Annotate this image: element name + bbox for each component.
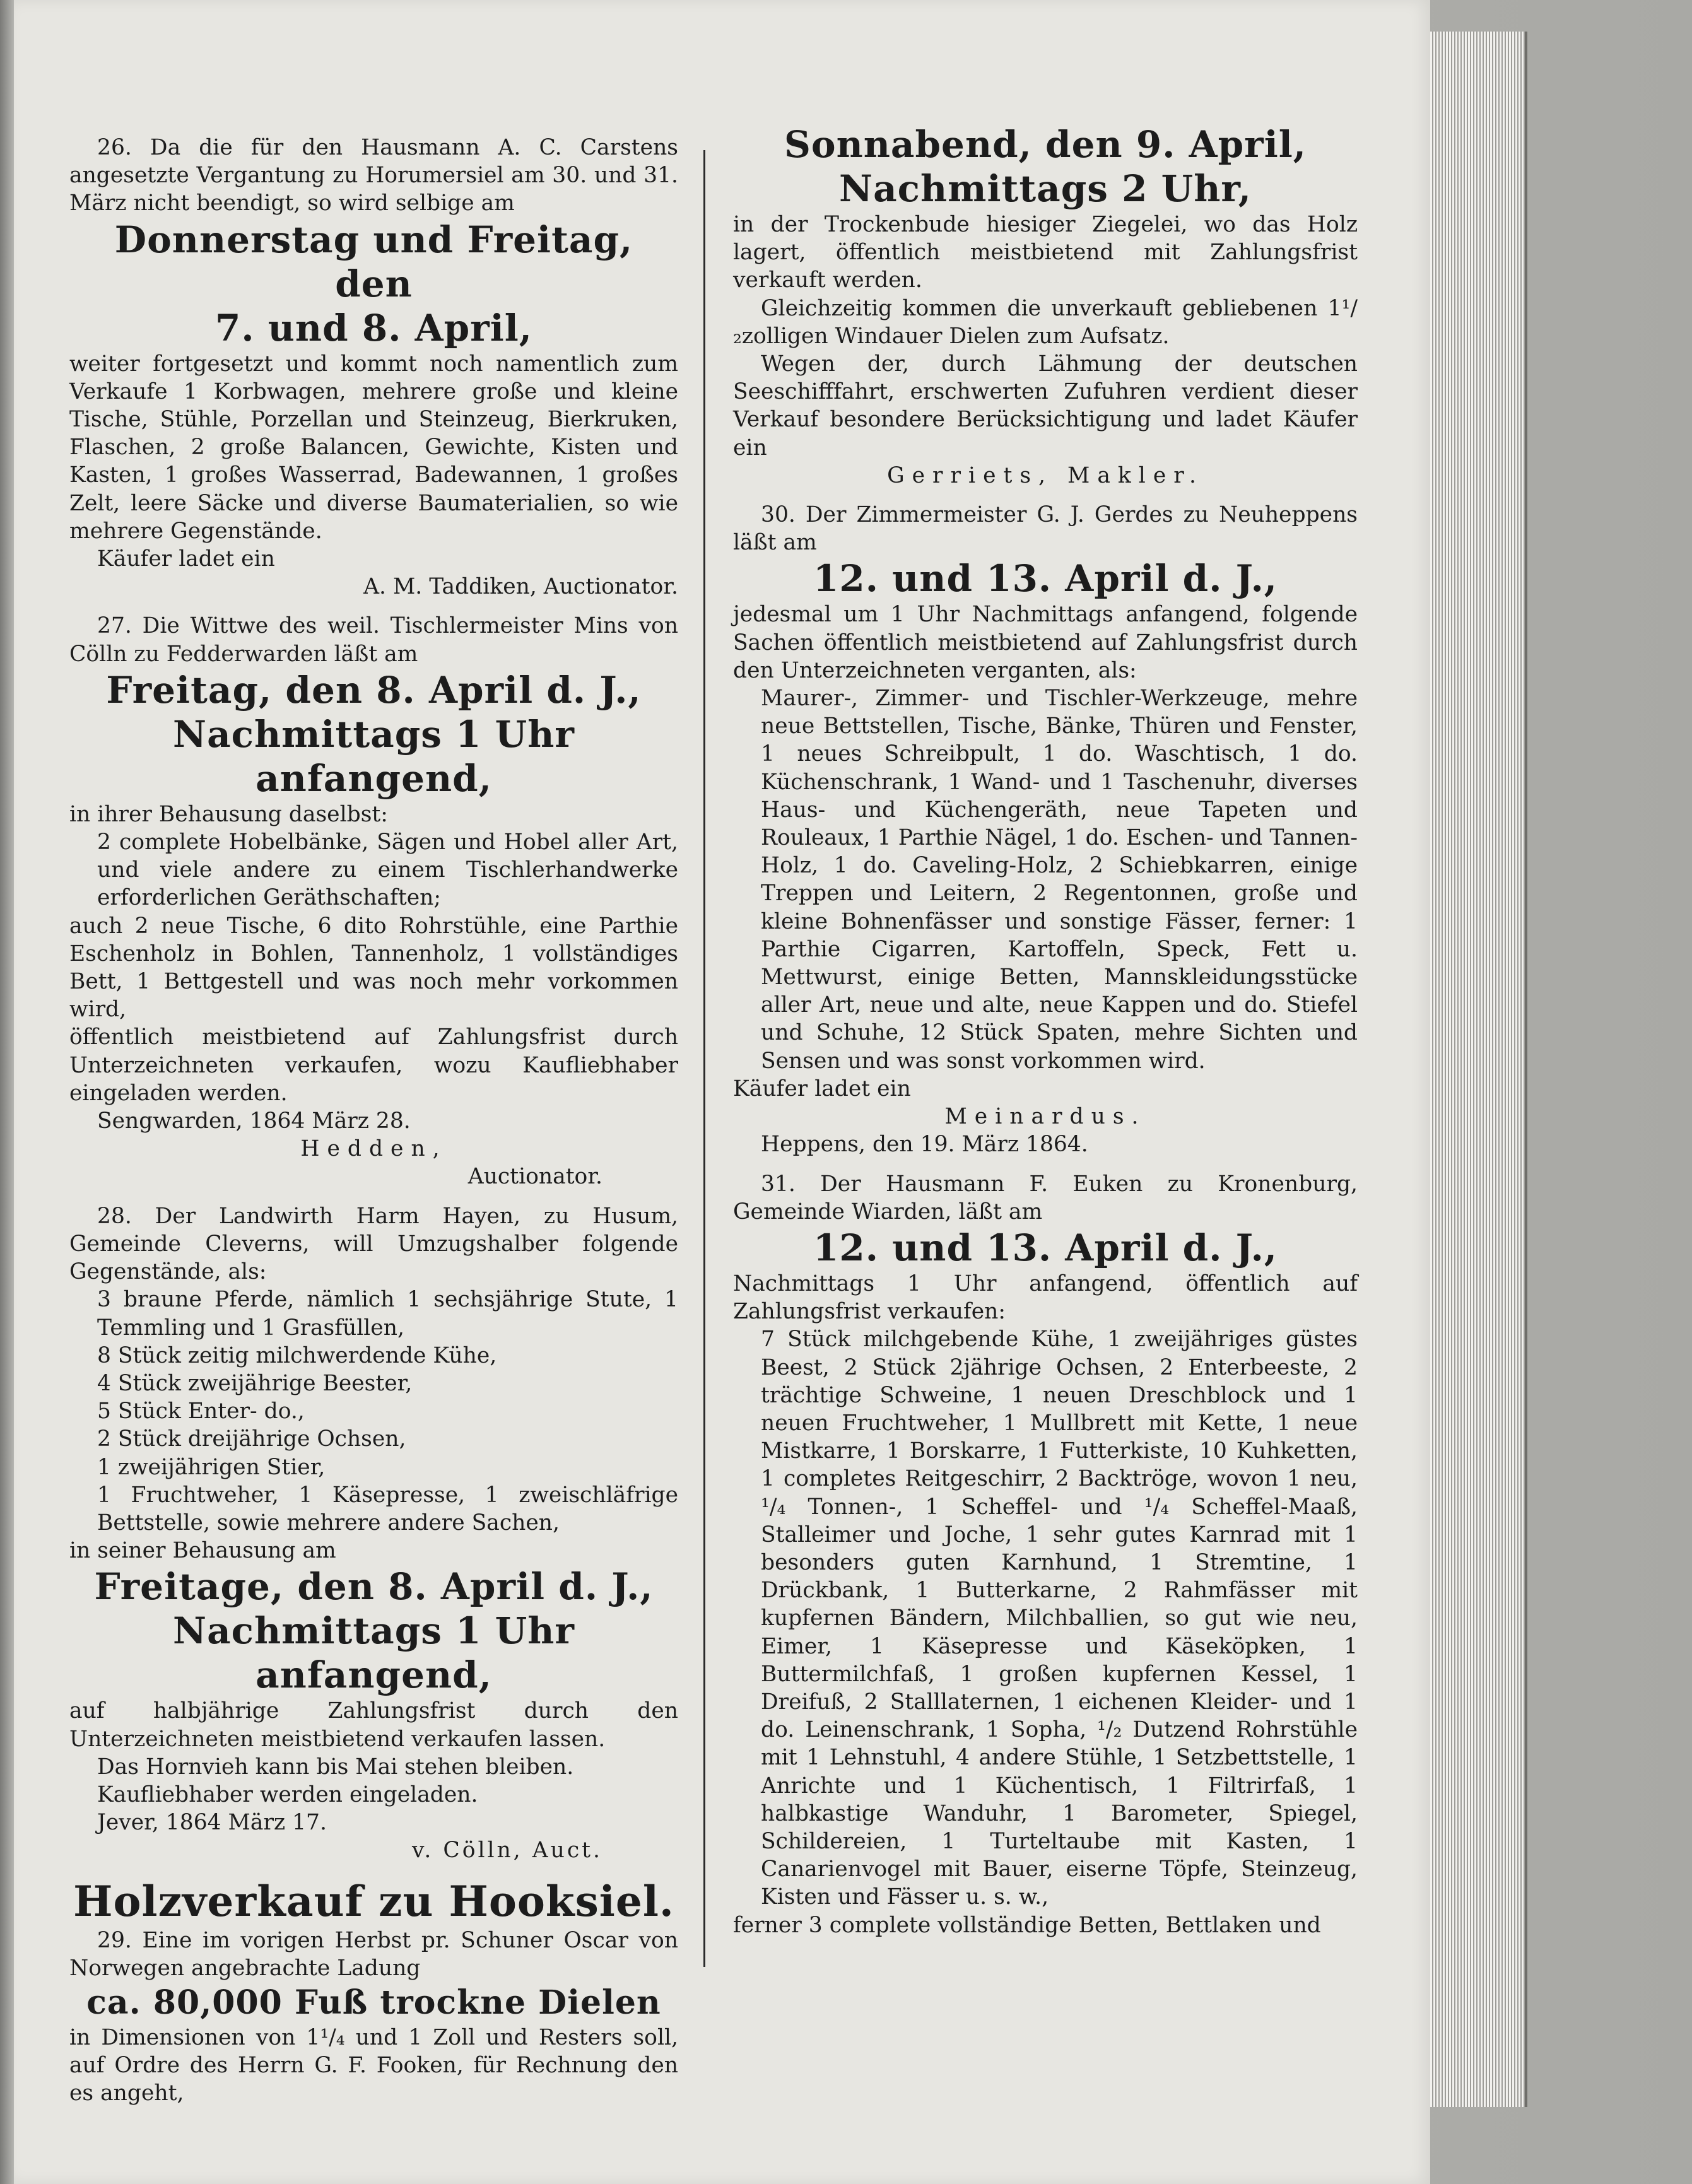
facing-page-edge [0, 0, 14, 2184]
ad-30-items: Maurer-, Zimmer- und Tischler-Werkzeuge, mehre neue Bettstellen, Tische, Bänke, Thüren und Fenster, 1 neues Schreibpult, 1 do. Waschtisch, 1 do. Küchenschrank, 1 Wand- und 1 Taschenuhr, diverses Haus- und Küchengeräth, neue Tapeten und Rouleaux, 1 Parthie Nägel, 1 do. Eschen- und Tannen-Holz, 1 do. Caveling-Holz, 2 Schiebkarren, einige Treppen und Leitern, 2 Regentonnen, große und kleine Bohnenfässer und sonstige Fässer, ferner: 1 Parthie Cigarren, Kartoffeln, Speck, Fett u. Mettwurst, einige Betten, Mannskleidungsstücke aller Art, neue und alte, neue Kappen und do. Stiefel und Schuhe, 12 Stück Spaten, mehre Sichten und Sensen und was sonst vorkommen wird. [761, 686, 1358, 1074]
ad-27-date-line2: Nachmittags 1 Uhr anfangend, [173, 712, 575, 800]
ad-31-body: Nachmittags 1 Uhr anfangend, öffentlich auf Zahlungsfrist verkaufen: [733, 1271, 1358, 1325]
ad-30-buyers: Käufer ladet ein [733, 1076, 911, 1101]
ad-27-place: in ihrer Behausung daselbst: [69, 801, 388, 827]
ad-27-date-line1: Freitag, den 8. April d. J., [106, 668, 642, 712]
ad-26-buyers: Käufer ladet ein [97, 546, 275, 572]
ad-26-body: weiter fortgesetzt und kommt noch namentlich zum Verkaufe 1 Korbwagen, mehrere große und kleine Tische, Stühle, Porzellan und Steinzeug, Bierkruken, Flaschen, 2 große Balancen, Gewichte, Kisten und Kasten, 1 großes Wasserrad, Badewannen, 1 großes Zelt, leere Säcke und diverse Baumaterialien, so wie mehrere Gegenstände. [69, 351, 678, 544]
ad-31-date-line: 12. und 13. April d. J., [813, 1226, 1278, 1269]
ad-29-goods: ca. 80,000 Fuß trockne Dielen [86, 1983, 661, 2022]
ad-27-body: öffentlich meistbietend auf Zahlungsfrist durch Unterzeichneten verkaufen, wozu Kaufliebhaber eingeladen werden. [69, 1024, 678, 1106]
ad-26 [69, 134, 678, 601]
ad-28-note: Das Hornvieh kann bis Mai stehen bleiben. [97, 1754, 574, 1780]
ad-29-body: in Dimensionen von 1¹/₄ und 1 Zoll und Resters soll, auf Ordre des Herrn G. F. Fooken, für Rechnung den es angeht, [69, 2024, 678, 2106]
column-divider [703, 150, 705, 1967]
ad-26-signature: A. M. Taddiken, Auctionator. [363, 574, 678, 600]
ad-28-item: 2 Stück dreijährige Ochsen, [97, 1426, 406, 1452]
left-column [69, 134, 678, 2108]
right-column [733, 122, 1358, 1939]
ad-28-item: 4 Stück zweijährige Beester, [97, 1370, 413, 1396]
ad-27-place-date: Sengwarden, 1864 März 28. [97, 1108, 411, 1134]
ad-29-cont-body: in der Trockenbude hiesiger Ziegelei, wo das Holz lagert, öffentlich meistbietend mit Zahlungsfrist verkauft werden. [733, 212, 1358, 293]
ad-28-place-date: Jever, 1864 März 17. [97, 1810, 327, 1836]
page-stack-edge [1430, 32, 1527, 2107]
ad-28-intro: 28. Der Landwirth Harm Hayen, zu Husum, Gemeinde Cleverns, will Umzugshalber folgende Gegenstände, als: [69, 1203, 678, 1285]
ad-28-item: 1 Fruchtweher, 1 Käsepresse, 1 zweischläfrige Bettstelle, sowie mehrere andere Sachen, [97, 1482, 678, 1535]
ad-30-date-line: 12. und 13. April d. J., [813, 557, 1278, 601]
ad-29-cont-p2: Gleichzeitig kommen die unverkauft gebliebenen 1¹/₂zolligen Windauer Dielen zum Aufsatz. [733, 295, 1358, 349]
ad-29 [69, 1876, 678, 2108]
ad-31-items: 7 Stück milchgebende Kühe, 1 zweijähriges güstes Beest, 2 Stück 2jährige Ochsen, 2 Enterbeeste, 2 trächtige Schweine, 1 neuen Dreschblock und 1 neuen Fruchtweher, 1 Mullbrett mit Kette, 1 neue Mistkarre, 1 Borskarre, 1 Futterkiste, 10 Kuhketten, 1 completes Reitgeschirr, 2 Backtröge, wovon 1 neu, ¹/₄ Tonnen-, 1 Scheffel- und ¹/₄ Scheffel-Maaß, Stalleimer und Joche, 1 sehr gutes Karnrad mit 1 besonders guten Karnhund, 1 Stremtine, 1 Drückbank, 1 Butterkarne, 2 Rahmfässer mit kupfernen Bändern, Milchballien, so gut wie neu, Eimer, 1 Käsepresse und Käseköpken, 1 Buttermilchfaß, 1 großen kupfernen Kessel, 1 Dreifuß, 2 Stalllaternen, 1 eichenen Kleider- und 1 do. Leinenschrank, 1 Sopha, ¹/₂ Dutzend Rohrstühle mit 1 Lehnstuhl, 4 andere Stühle, 1 Setzbettstelle, 1 Anrichte und 1 Küchentisch, 1 Filtrirfaß, 1 halbkastige Wanduhr, 1 Barometer, Spiegel, Schildereien, 1 Turteltaube mit Kasten, 1 Canarienvogel mit Bauer, eiserne Töpfe, Steinzeug, Kisten und Fässer u. s. w., [761, 1327, 1358, 1910]
ad-27-signature-title: Auctionator. [467, 1164, 602, 1190]
ad-30-place-date: Heppens, den 19. März 1864. [761, 1132, 1088, 1158]
ad-27-signature-name: Hedden, [300, 1136, 447, 1162]
ad-28-item: 3 braune Pferde, nämlich 1 sechsjährige Stute, 1 Temmling und 1 Grasfüllen, [97, 1287, 678, 1341]
ad-31-last: ferner 3 complete vollständige Betten, Bettlaken und [733, 1912, 1321, 1938]
ad-29-date-line2: Nachmittags 2 Uhr, [839, 167, 1252, 210]
ad-31-intro: 31. Der Hausmann F. Euken zu Kronenburg, Gemeinde Wiarden, läßt am [733, 1171, 1358, 1224]
ad-29-date-line1: Sonnabend, den 9. April, [784, 123, 1307, 166]
ad-30-signature: Meinardus. [944, 1104, 1146, 1130]
ad-28-body: auf halbjährige Zahlungsfrist durch den Unterzeichneten meistbietend verkaufen lassen. [69, 1698, 678, 1752]
ad-27 [69, 612, 678, 1190]
ad-30-intro: 30. Der Zimmermeister G. J. Gerdes zu Neuheppens läßt am [733, 502, 1358, 556]
ad-30 [733, 501, 1358, 1158]
ad-27-items2: auch 2 neue Tische, 6 dito Rohrstühle, eine Parthie Eschenholz in Bohlen, Tannenholz, 1 vollständiges Bett, 1 Bettgestell und was noch mehr vorkommen wird, [69, 913, 678, 1023]
ad-28-invite: Kaufliebhaber werden eingeladen. [97, 1782, 478, 1807]
ad-27-intro: 27. Die Wittwe des weil. Tischlermeister Mins von Cölln zu Fedderwarden läßt am [69, 613, 678, 667]
ad-29-cont-p3: Wegen der, durch Lähmung der deutschen Seeschifffahrt, erschwerten Zufuhren verdient dieser Verkauf besondere Berücksichtigung und ladet Käufer ein [733, 351, 1358, 461]
ad-28 [69, 1202, 678, 1865]
ad-28-item: 1 zweijährigen Stier, [97, 1454, 326, 1480]
ad-26-date-line1: Donnerstag und Freitag, den [114, 218, 633, 305]
ad-28-place: in seiner Behausung am [69, 1538, 336, 1564]
ad-29-cont-signature: Gerriets, Makler. [887, 462, 1204, 488]
page-content [14, 0, 1440, 2184]
ad-29-continued [733, 122, 1358, 490]
ad-28-signature: v. Cölln, Auct. [411, 1838, 602, 1864]
ad-28-date-line1: Freitage, den 8. April d. J., [94, 1565, 654, 1609]
ad-30-body: jedesmal um 1 Uhr Nachmittags anfangend, folgende Sachen öffentlich meistbietend auf Zahlungsfrist durch den Unterzeichneten verganten, als: [733, 602, 1358, 683]
ad-26-date-line2: 7. und 8. April, [215, 306, 532, 349]
ad-27-items1: 2 complete Hobelbänke, Sägen und Hobel aller Art, und viele andere zu einem Tischlerhandwerke erforderlichen Geräthschaften; [97, 830, 678, 911]
ad-29-heading: Holzverkauf zu Hooksiel. [73, 1876, 674, 1926]
ad-28-date-line2: Nachmittags 1 Uhr anfangend, [173, 1609, 575, 1697]
ad-31 [733, 1170, 1358, 1939]
ad-26-intro: 26. Da die für den Hausmann A. C. Carstens angesetzte Vergantung zu Horumersiel am 30. und 31. März nicht beendigt, so wird selbige am [69, 135, 678, 216]
ad-28-item: 8 Stück zeitig milchwerdende Kühe, [97, 1342, 497, 1368]
ad-28-item: 5 Stück Enter- do., [97, 1399, 305, 1424]
ad-29-intro: 29. Eine im vorigen Herbst pr. Schuner Oscar von Norwegen angebrachte Ladung [69, 1927, 678, 1981]
